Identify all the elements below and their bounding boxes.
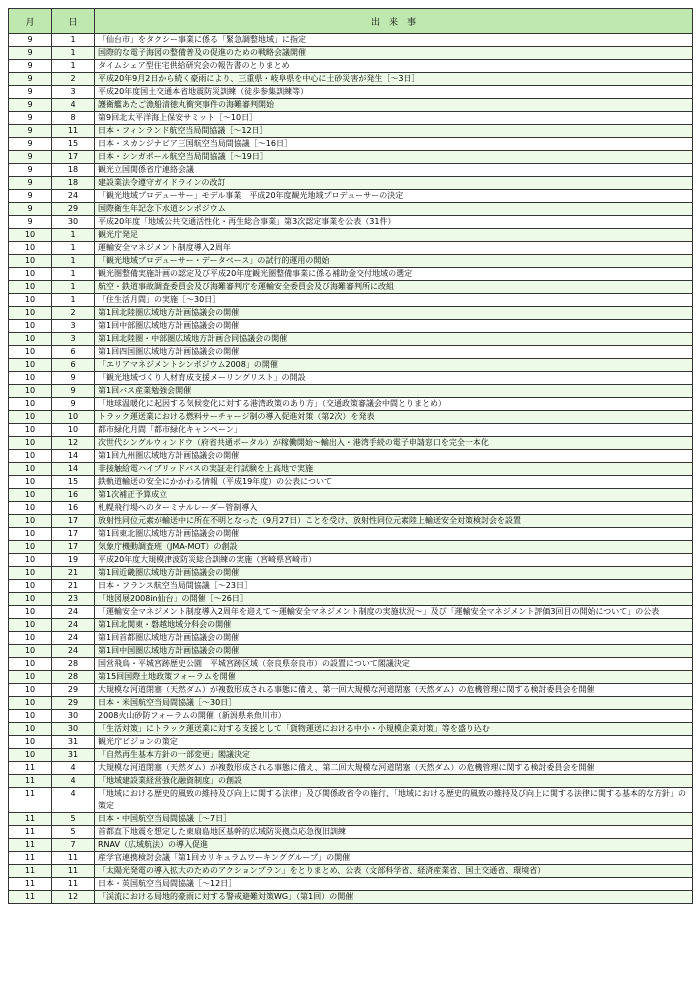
table-row [9,385,693,398]
cell-month: 9 [9,151,52,164]
table-row [9,502,693,515]
header-event: 出 来 事 [95,9,693,34]
cell-month: 9 [9,73,52,86]
table-row [9,216,693,229]
header-day: 日 [52,9,95,34]
cell-month: 11 [9,762,52,775]
table-row [9,99,693,112]
cell-event: 平成20年9月2日から続く豪雨により、三重県・岐阜県を中心に土砂災害が発生［～3日］ [95,73,693,86]
cell-month: 10 [9,476,52,489]
cell-event: 非接触給電ハイブリッドバスの実証走行試験を上高地で実施 [95,463,693,476]
cell-day: 19 [52,554,95,567]
table-row [9,684,693,697]
cell-event: 日本・米国航空当局間協議［～30日］ [95,697,693,710]
table-row [9,34,693,47]
cell-event: 国際的な電子海図の整備普及の促進のための戦略会議開催 [95,47,693,60]
cell-event: 第1回首都圏広域地方計画協議会の開催 [95,632,693,645]
cell-day: 16 [52,489,95,502]
cell-month: 10 [9,333,52,346]
cell-month: 10 [9,242,52,255]
table-row [9,697,693,710]
cell-day: 14 [52,450,95,463]
cell-day: 9 [52,398,95,411]
cell-month: 10 [9,697,52,710]
table-header-row [9,9,693,34]
table-row [9,645,693,658]
table-row [9,151,693,164]
table-row [9,268,693,281]
cell-month: 10 [9,554,52,567]
cell-event: 「渓流における局地的豪雨に対する警戒避難対策WG」（第1回）の開催 [95,891,693,904]
table-row [9,878,693,891]
cell-month: 11 [9,865,52,878]
cell-day: 12 [52,437,95,450]
cell-day: 9 [52,385,95,398]
cell-event: 建設業法令遵守ガイドラインの改訂 [95,177,693,190]
cell-event: 産学官連携検討会議「第1回カリキュラムワーキンググループ」の開催 [95,852,693,865]
cell-month: 10 [9,307,52,320]
table-row [9,541,693,554]
cell-day: 28 [52,671,95,684]
cell-day: 21 [52,580,95,593]
table-row [9,723,693,736]
cell-event: 日本・中国航空当局間協議［～7日］ [95,813,693,826]
table-row [9,112,693,125]
cell-day: 2 [52,307,95,320]
cell-month: 10 [9,684,52,697]
cell-event: 第1回九州圏広域地方計画協議会の開催 [95,450,693,463]
table-row [9,359,693,372]
cell-month: 10 [9,567,52,580]
table-row [9,346,693,359]
cell-day: 1 [52,294,95,307]
cell-day: 3 [52,333,95,346]
cell-month: 10 [9,281,52,294]
cell-day: 17 [52,151,95,164]
cell-month: 10 [9,632,52,645]
cell-month: 10 [9,593,52,606]
cell-month: 9 [9,216,52,229]
cell-month: 10 [9,320,52,333]
cell-month: 10 [9,359,52,372]
cell-day: 21 [52,567,95,580]
table-row [9,891,693,904]
table-row [9,632,693,645]
cell-month: 9 [9,47,52,60]
cell-month: 10 [9,723,52,736]
cell-day: 29 [52,684,95,697]
table-row [9,788,693,813]
cell-day: 9 [52,372,95,385]
cell-event: 第1回北関東・磐越地域分科会の開催 [95,619,693,632]
cell-event: 国営飛鳥・平城宮跡歴史公園 平城宮跡区域（奈良県奈良市）の設置について閣議決定 [95,658,693,671]
cell-event: 「太陽光発電の導入拡大のためのアクションプラン」をとりまとめ、公表（文部科学省、経済産業省、国土交通省、環境省） [95,865,693,878]
cell-event: 第1回四国圏広域地方計画協議会の開催 [95,346,693,359]
table-row [9,125,693,138]
table-row [9,450,693,463]
cell-day: 3 [52,320,95,333]
table-row [9,411,693,424]
table-row [9,242,693,255]
header-month: 月 [9,9,52,34]
cell-day: 17 [52,541,95,554]
cell-day: 11 [52,865,95,878]
cell-month: 10 [9,710,52,723]
table-row [9,463,693,476]
table-row [9,424,693,437]
cell-month: 10 [9,515,52,528]
cell-event: 日本・スカンジナビア三国航空当局間協議［～16日］ [95,138,693,151]
table-row [9,593,693,606]
cell-event: 日本・英国航空当局間協議［～12日］ [95,878,693,891]
cell-event: 護衛艦あたご漁船清徳丸衝突事件の海難審判開始 [95,99,693,112]
table-row [9,865,693,878]
cell-event: 次世代シングルウィンドウ（府省共通ポータル）が稼働開始～輸出入・港湾手続の電子申請窓口を完全一本化 [95,437,693,450]
cell-day: 4 [52,775,95,788]
table-row [9,762,693,775]
cell-day: 1 [52,34,95,47]
table-row [9,372,693,385]
cell-month: 9 [9,203,52,216]
cell-event: 「観光地域プロデューサー」モデル事業 平成20年度観光地域プロデューサーの決定 [95,190,693,203]
cell-event: 大規模な河道閉塞（天然ダム）が複数形成される事態に備え、第二回大規模な河道閉塞（天然ダム）の危機管理に関する検討委員会を開催 [95,762,693,775]
cell-day: 6 [52,359,95,372]
cell-event: 「地域建設業経営強化融資制度」の創設 [95,775,693,788]
table-row [9,476,693,489]
cell-month: 10 [9,749,52,762]
cell-month: 10 [9,229,52,242]
cell-day: 1 [52,229,95,242]
cell-event: 「観光地域プロデューサー・データベース」の試行的運用の開始 [95,255,693,268]
table-row [9,229,693,242]
cell-month: 11 [9,826,52,839]
cell-event: 「自然再生基本方針の一部変更」閣議決定 [95,749,693,762]
cell-event: 第1回東北圏広域地方計画協議会の開催 [95,528,693,541]
cell-month: 10 [9,346,52,359]
cell-event: 第1回北陸圏・中部圏広域地方計画合同協議会の開催 [95,333,693,346]
cell-month: 11 [9,813,52,826]
table-row [9,515,693,528]
cell-day: 30 [52,216,95,229]
table-row [9,281,693,294]
cell-day: 15 [52,476,95,489]
cell-month: 11 [9,878,52,891]
cell-event: 第1回中国圏広域地方計画協議会の開催 [95,645,693,658]
table-row [9,60,693,73]
cell-day: 28 [52,658,95,671]
cell-day: 14 [52,463,95,476]
table-row [9,307,693,320]
cell-event: 平成20年度大規模津波防災総合訓練の実施（宮崎県宮崎市） [95,554,693,567]
cell-day: 16 [52,502,95,515]
cell-event: 2008火山砂防フォーラムの開催（新潟県糸魚川市） [95,710,693,723]
cell-day: 4 [52,762,95,775]
table-row [9,839,693,852]
cell-day: 17 [52,515,95,528]
cell-event: 札幌飛行場へのターミナルレーダー管制導入 [95,502,693,515]
cell-month: 10 [9,671,52,684]
cell-month: 10 [9,424,52,437]
table-row [9,73,693,86]
cell-day: 1 [52,242,95,255]
cell-day: 31 [52,736,95,749]
table-row [9,580,693,593]
cell-month: 10 [9,489,52,502]
table-row [9,619,693,632]
table-row [9,826,693,839]
table-row [9,86,693,99]
cell-month: 10 [9,580,52,593]
cell-day: 1 [52,268,95,281]
cell-month: 9 [9,86,52,99]
cell-month: 10 [9,658,52,671]
cell-event: 「生活対策」にトラック運送業に対する支援として「貨物運送における中小・小規模企業対策」等を盛り込む [95,723,693,736]
cell-day: 23 [52,593,95,606]
cell-event: 第1回バス産業勉強会開催 [95,385,693,398]
cell-day: 3 [52,86,95,99]
table-row [9,736,693,749]
table-body [9,34,693,904]
cell-month: 10 [9,502,52,515]
cell-day: 17 [52,528,95,541]
cell-day: 11 [52,852,95,865]
cell-month: 11 [9,852,52,865]
cell-month: 11 [9,891,52,904]
table-row [9,320,693,333]
cell-event: 大規模な河道閉塞（天然ダム）が複数形成される事態に備え、第一回大規模な河道閉塞（天然ダム）の危機管理に関する検討委員会を開催 [95,684,693,697]
cell-event: 運輸安全マネジメント制度導入2周年 [95,242,693,255]
cell-month: 10 [9,398,52,411]
cell-event: 観光庁発足 [95,229,693,242]
table-row [9,437,693,450]
cell-event: 第15回国際土地政策フォーラムを開催 [95,671,693,684]
cell-day: 7 [52,839,95,852]
cell-month: 9 [9,60,52,73]
cell-month: 10 [9,736,52,749]
cell-event: 「仙台市」をタクシー事業に係る「緊急調整地域」に指定 [95,34,693,47]
cell-month: 10 [9,268,52,281]
cell-event: 日本・フランス航空当局間協議［～23日］ [95,580,693,593]
cell-day: 29 [52,697,95,710]
cell-event: 都市緑化月間「都市緑化キャンペーン」 [95,424,693,437]
cell-day: 8 [52,112,95,125]
cell-event: 第1次補正予算成立 [95,489,693,502]
cell-event: 「地図展2008in仙台」の開催［～26日］ [95,593,693,606]
table-row [9,138,693,151]
table-row [9,489,693,502]
cell-day: 4 [52,788,95,813]
cell-event: 航空・鉄道事故調査委員会及び海難審判庁を運輸安全委員会及び海難審判所に改組 [95,281,693,294]
table-row [9,203,693,216]
cell-month: 9 [9,138,52,151]
table-row [9,749,693,762]
cell-event: 平成20年度国土交通本省地震防災訓練（徒歩参集訓練等） [95,86,693,99]
cell-event: 「観光地域づくり人材育成支援メーリングリスト」の開設 [95,372,693,385]
cell-month: 11 [9,775,52,788]
cell-event: 「地域における歴史的風致の維持及び向上に関する法律」及び関係政省令の施行、「地域における歴史的風致の維持及び向上に関する法律に関する基本的な方針」の策定 [95,788,693,813]
cell-event: 放射性同位元素が輸送中に所在不明となった（9月27日）ことを受け、放射性同位元素陸上輸送安全対策検討会を設置 [95,515,693,528]
cell-month: 10 [9,385,52,398]
cell-event: 「地球温暖化に起因する気候変化に対する港湾政策のあり方」（交通政策審議会中間とりまとめ） [95,398,693,411]
cell-day: 15 [52,138,95,151]
cell-month: 10 [9,645,52,658]
cell-day: 12 [52,891,95,904]
cell-event: 日本・フィンランド航空当局間協議［～12日］ [95,125,693,138]
cell-day: 1 [52,60,95,73]
cell-month: 10 [9,372,52,385]
table-row [9,177,693,190]
table-row [9,606,693,619]
cell-event: 「エリアマネジメントシンポジウム2008」の開催 [95,359,693,372]
cell-month: 11 [9,788,52,813]
events-table [8,8,693,904]
table-row [9,528,693,541]
cell-event: 第1回北陸圏広域地方計画協議会の開催 [95,307,693,320]
cell-event: 日本・シンガポール航空当局間協議［～19日］ [95,151,693,164]
table-row [9,398,693,411]
cell-day: 31 [52,749,95,762]
table-row [9,567,693,580]
cell-month: 10 [9,437,52,450]
table-row [9,554,693,567]
cell-day: 10 [52,424,95,437]
cell-day: 11 [52,125,95,138]
cell-event: 第1回中部圏広域地方計画協議会の開催 [95,320,693,333]
table-row [9,671,693,684]
cell-day: 30 [52,723,95,736]
cell-month: 10 [9,528,52,541]
cell-month: 10 [9,463,52,476]
table-row [9,333,693,346]
cell-event: 第9回北太平洋海上保安サミット［～10日］ [95,112,693,125]
cell-month: 9 [9,112,52,125]
cell-month: 10 [9,619,52,632]
table-row [9,164,693,177]
cell-month: 9 [9,125,52,138]
cell-day: 4 [52,99,95,112]
cell-event: 首都直下地震を想定した東扇島地区基幹的広域防災拠点応急復旧訓練 [95,826,693,839]
cell-event: 「運輸安全マネジメント制度導入2周年を迎えて～運輸安全マネジメント制度の実施状況～」及び「運輸安全マネジメント評価3回目の開始について」の公表 [95,606,693,619]
table-row [9,710,693,723]
cell-month: 10 [9,255,52,268]
cell-day: 18 [52,177,95,190]
cell-day: 29 [52,203,95,216]
cell-day: 1 [52,47,95,60]
table-row [9,813,693,826]
table-row [9,47,693,60]
table-row [9,190,693,203]
cell-month: 10 [9,606,52,619]
cell-event: 観光圏整備実施計画の認定及び平成20年度観光圏整備事業に係る補助金交付地域の選定 [95,268,693,281]
cell-month: 10 [9,541,52,554]
cell-day: 5 [52,813,95,826]
cell-day: 30 [52,710,95,723]
cell-month: 11 [9,839,52,852]
cell-event: 観光立国関係省庁連絡会議 [95,164,693,177]
cell-day: 1 [52,281,95,294]
cell-month: 9 [9,164,52,177]
cell-month: 9 [9,99,52,112]
cell-month: 10 [9,450,52,463]
cell-event: 観光庁ビジョンの策定 [95,736,693,749]
cell-day: 5 [52,826,95,839]
cell-day: 6 [52,346,95,359]
cell-day: 2 [52,73,95,86]
table-row [9,658,693,671]
cell-month: 9 [9,34,52,47]
cell-event: RNAV（広域航法）の導入促進 [95,839,693,852]
table-row [9,294,693,307]
cell-event: タイムシェア型住宅供給研究会の報告書のとりまとめ [95,60,693,73]
cell-event: トラック運送業における燃料サーチャージ制の導入促進対策（第2次）を発表 [95,411,693,424]
cell-day: 11 [52,878,95,891]
cell-month: 10 [9,294,52,307]
cell-month: 9 [9,190,52,203]
cell-event: 「住生活月間」の実施［～30日］ [95,294,693,307]
cell-day: 10 [52,411,95,424]
cell-day: 24 [52,632,95,645]
cell-event: 鉄軌道輸送の安全にかかわる情報（平成19年度）の公表について [95,476,693,489]
cell-day: 24 [52,645,95,658]
cell-day: 24 [52,190,95,203]
table-row [9,255,693,268]
events-table-wrapper [8,8,692,904]
cell-month: 9 [9,177,52,190]
cell-event: 国際衛生年記念下水道シンポジウム [95,203,693,216]
table-row [9,775,693,788]
cell-month: 10 [9,411,52,424]
cell-event: 平成20年度「地域公共交通活性化・再生総合事業」第3次認定事業を公表（31件） [95,216,693,229]
cell-event: 第1回近畿圏広域地方計画協議会の開催 [95,567,693,580]
cell-day: 18 [52,164,95,177]
table-row [9,852,693,865]
cell-day: 24 [52,619,95,632]
cell-day: 1 [52,255,95,268]
cell-event: 気象庁機動調査班（JMA-MOT）の創設 [95,541,693,554]
cell-day: 24 [52,606,95,619]
